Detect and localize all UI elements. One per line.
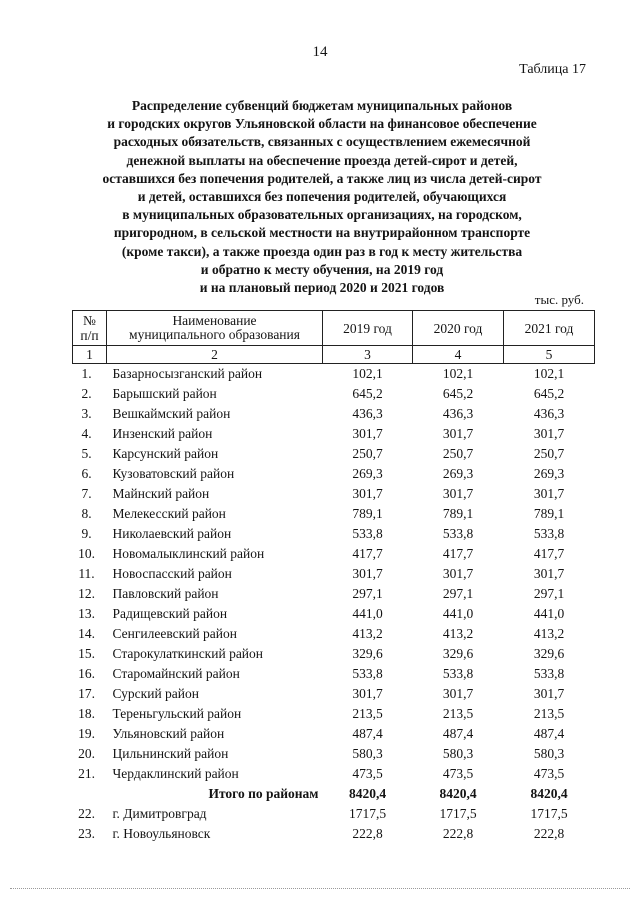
row-name: Мелекесский район (112, 506, 226, 521)
value-2020: 413,2 (442, 626, 474, 641)
table-row (73, 464, 595, 484)
row-number: 14. (78, 626, 95, 641)
row-number: 20. (78, 746, 95, 761)
column-number: 1 (73, 346, 107, 364)
row-number: 6. (81, 466, 92, 481)
document-title (82, 97, 562, 297)
row-number: 11. (78, 566, 95, 581)
table-row (73, 484, 595, 504)
table-row (73, 524, 595, 544)
value-2019: 436,3 (352, 406, 383, 421)
row-number: 18. (78, 706, 95, 721)
row-name: Майнский район (112, 486, 210, 501)
header-number-line2: п/п (80, 328, 99, 343)
row-number: 19. (78, 726, 95, 741)
value-2019: 645,2 (352, 386, 383, 401)
table-row (73, 364, 595, 385)
value-2019: 301,7 (352, 686, 383, 701)
value-2021: 441,0 (533, 606, 565, 621)
value-2020: 301,7 (442, 566, 474, 581)
title-line: и на плановый период 2020 и 2021 годов (199, 280, 445, 296)
value-2020: 301,7 (442, 426, 474, 441)
value-2021: 250,7 (533, 446, 565, 461)
value-2019: 297,1 (352, 586, 383, 601)
row-name: г. Димитровград (112, 806, 207, 821)
row-number: 4. (81, 426, 92, 441)
table-row (73, 504, 595, 524)
row-number: 23. (78, 826, 95, 841)
value-2019: 301,7 (352, 426, 383, 441)
row-name: Вешкаймский район (112, 406, 231, 421)
value-2020: 269,3 (442, 466, 474, 481)
value-2020: 297,1 (442, 586, 474, 601)
row-name: Сенгилеевский район (112, 626, 237, 641)
table-row (73, 624, 595, 644)
row-number: 21. (78, 766, 95, 781)
row-name: Новоспасский район (112, 566, 232, 581)
value-2019: 329,6 (352, 646, 383, 661)
header-2020: 2020 год (413, 311, 504, 346)
row-number: 9. (81, 526, 92, 541)
value-2020: 487,4 (442, 726, 474, 741)
row-name: Николаевский район (112, 526, 232, 541)
value-2020: 213,5 (442, 706, 474, 721)
row-name: Старомайнский район (112, 666, 240, 681)
title-line: (кроме такси), а также проезда один раз в год к месту жительства (121, 243, 523, 259)
row-name: Ульяновский район (112, 726, 225, 741)
value-2019: 250,7 (352, 446, 383, 461)
row-number: 13. (78, 606, 95, 621)
title-line: пригородном, в сельской местности на внутрирайонном транспорте (113, 225, 531, 241)
row-number: 16. (78, 666, 95, 681)
table-row (73, 564, 595, 584)
title-line: Распределение субвенций бюджетам муниципальных районов (131, 98, 513, 113)
value-2019: 1717,5 (348, 806, 387, 821)
total-2020: 8420,4 (439, 786, 477, 801)
value-2020: 473,5 (442, 766, 474, 781)
value-2019: 269,3 (352, 466, 383, 481)
value-2020: 533,8 (442, 526, 474, 541)
row-name: Тереньгульский район (112, 706, 242, 721)
value-2019: 301,7 (352, 486, 383, 501)
value-2021: 580,3 (533, 746, 565, 761)
value-2020: 533,8 (442, 666, 474, 681)
subsidy-table (72, 310, 595, 844)
row-number: 22. (78, 806, 95, 821)
total-label: Итого по районам (208, 786, 319, 801)
row-number: 8. (81, 506, 92, 521)
column-number: 4 (413, 346, 504, 364)
row-name: Павловский район (112, 586, 219, 601)
value-2019: 533,8 (352, 526, 383, 541)
table-row (73, 604, 595, 624)
table-row (73, 724, 595, 744)
table-row (73, 444, 595, 464)
title-line: денежной выплаты на обеспечение проезда детей-сирот и детей, (126, 152, 518, 168)
value-2021: 301,7 (533, 566, 565, 581)
title-line: и обратно к месту обучения, на 2019 год (200, 261, 444, 277)
table-row (73, 424, 595, 444)
value-2020: 441,0 (442, 606, 474, 621)
row-name: Карсунский район (112, 446, 219, 461)
table-row (73, 684, 595, 704)
table-label: Таблица 17 (519, 62, 586, 77)
value-2021: 533,8 (533, 526, 565, 541)
value-2021: 301,7 (533, 426, 565, 441)
column-number: 3 (323, 346, 413, 364)
value-2019: 580,3 (352, 746, 383, 761)
title-line: в муниципальных образовательных организациях, на городском, (122, 207, 522, 223)
row-name: Базарносызганский район (112, 366, 263, 381)
row-name: Сурский район (112, 686, 199, 701)
value-2019: 222,8 (352, 826, 383, 841)
table-row (73, 744, 595, 764)
row-name: Радищевский район (112, 606, 228, 621)
table-row (73, 544, 595, 564)
value-2021: 269,3 (533, 466, 565, 481)
value-2021: 301,7 (533, 486, 565, 501)
table-header-row (73, 311, 595, 346)
value-2021: 533,8 (533, 666, 565, 681)
value-2021: 413,2 (533, 626, 565, 641)
table-row (73, 644, 595, 664)
value-2019: 301,7 (352, 566, 383, 581)
total-2021: 8420,4 (530, 786, 568, 801)
value-2019: 213,5 (352, 706, 383, 721)
page-number: 14 (312, 44, 328, 60)
header-name-line2: муниципального образования (129, 327, 300, 342)
value-2021: 102,1 (533, 366, 565, 381)
value-2021: 329,6 (533, 646, 565, 661)
value-2021: 222,8 (533, 826, 565, 841)
row-name: г. Новоульяновск (112, 826, 211, 841)
value-2020: 102,1 (442, 366, 474, 381)
value-2021: 436,3 (533, 406, 565, 421)
table-row (73, 404, 595, 424)
value-2021: 297,1 (533, 586, 565, 601)
column-number-row (73, 346, 595, 364)
title-line: расходных обязательств, связанных с осуществлением ежемесячной (113, 134, 531, 150)
row-name: Кузоватовский район (112, 466, 235, 481)
value-2019: 789,1 (352, 506, 383, 521)
column-number: 2 (107, 346, 323, 364)
value-2020: 250,7 (442, 446, 474, 461)
row-number: 17. (78, 686, 95, 701)
header-number-line1: № (83, 313, 96, 328)
row-number: 3. (81, 406, 92, 421)
column-number: 5 (504, 346, 595, 364)
table-row (73, 664, 595, 684)
value-2021: 645,2 (533, 386, 565, 401)
value-2020: 301,7 (442, 486, 474, 501)
scan-edge-dots (10, 888, 630, 891)
row-name: Цильнинский район (112, 746, 229, 761)
table-row (73, 584, 595, 604)
units-label: тыс. руб. (534, 292, 584, 307)
row-name: Барышский район (112, 386, 217, 401)
total-spacer (73, 784, 107, 804)
value-2019: 417,7 (352, 546, 383, 561)
value-2019: 473,5 (352, 766, 383, 781)
value-2020: 645,2 (442, 386, 474, 401)
row-name: Инзенский район (112, 426, 213, 441)
row-number: 10. (78, 546, 95, 561)
title-line: и детей, оставшихся без попечения родителей, обучающихся (137, 189, 507, 205)
value-2021: 789,1 (533, 506, 565, 521)
row-number: 2. (81, 386, 92, 401)
table-row (73, 764, 595, 784)
value-2020: 329,6 (442, 646, 474, 661)
header-name-line1: Наименование (172, 313, 257, 328)
row-number: 7. (81, 486, 92, 501)
row-number: 12. (78, 586, 95, 601)
row-name: Чердаклинский район (112, 766, 239, 781)
value-2021: 417,7 (533, 546, 565, 561)
title-line: оставшихся без попечения родителей, а также лиц из числа детей-сирот (102, 170, 542, 186)
row-number: 15. (78, 646, 95, 661)
header-2021: 2021 год (504, 311, 595, 346)
value-2021: 301,7 (533, 686, 565, 701)
value-2021: 487,4 (533, 726, 565, 741)
row-name: Старокулаткинский район (112, 646, 264, 661)
table-row (73, 824, 595, 844)
value-2021: 1717,5 (530, 806, 568, 821)
table-row (73, 804, 595, 824)
header-name (107, 311, 323, 346)
value-2019: 441,0 (352, 606, 383, 621)
value-2020: 789,1 (442, 506, 474, 521)
value-2020: 222,8 (442, 826, 474, 841)
total-row (73, 784, 595, 804)
table-body (73, 364, 595, 845)
value-2019: 533,8 (352, 666, 383, 681)
row-number: 5. (81, 446, 92, 461)
value-2019: 102,1 (352, 366, 383, 381)
value-2021: 213,5 (533, 706, 565, 721)
value-2020: 301,7 (442, 686, 474, 701)
value-2020: 1717,5 (439, 806, 477, 821)
table-row (73, 384, 595, 404)
value-2019: 413,2 (352, 626, 383, 641)
title-line: и городских округов Ульяновской области на финансовое обеспечение (107, 116, 537, 132)
value-2020: 417,7 (442, 546, 474, 561)
value-2020: 436,3 (442, 406, 474, 421)
value-2020: 580,3 (442, 746, 474, 761)
header-number (73, 311, 107, 346)
table-row (73, 704, 595, 724)
total-2019: 8420,4 (348, 786, 387, 801)
row-number: 1. (81, 366, 92, 381)
value-2021: 473,5 (533, 766, 565, 781)
value-2019: 487,4 (352, 726, 383, 741)
row-name: Новомалыклинский район (112, 546, 265, 561)
header-2019: 2019 год (323, 311, 413, 346)
